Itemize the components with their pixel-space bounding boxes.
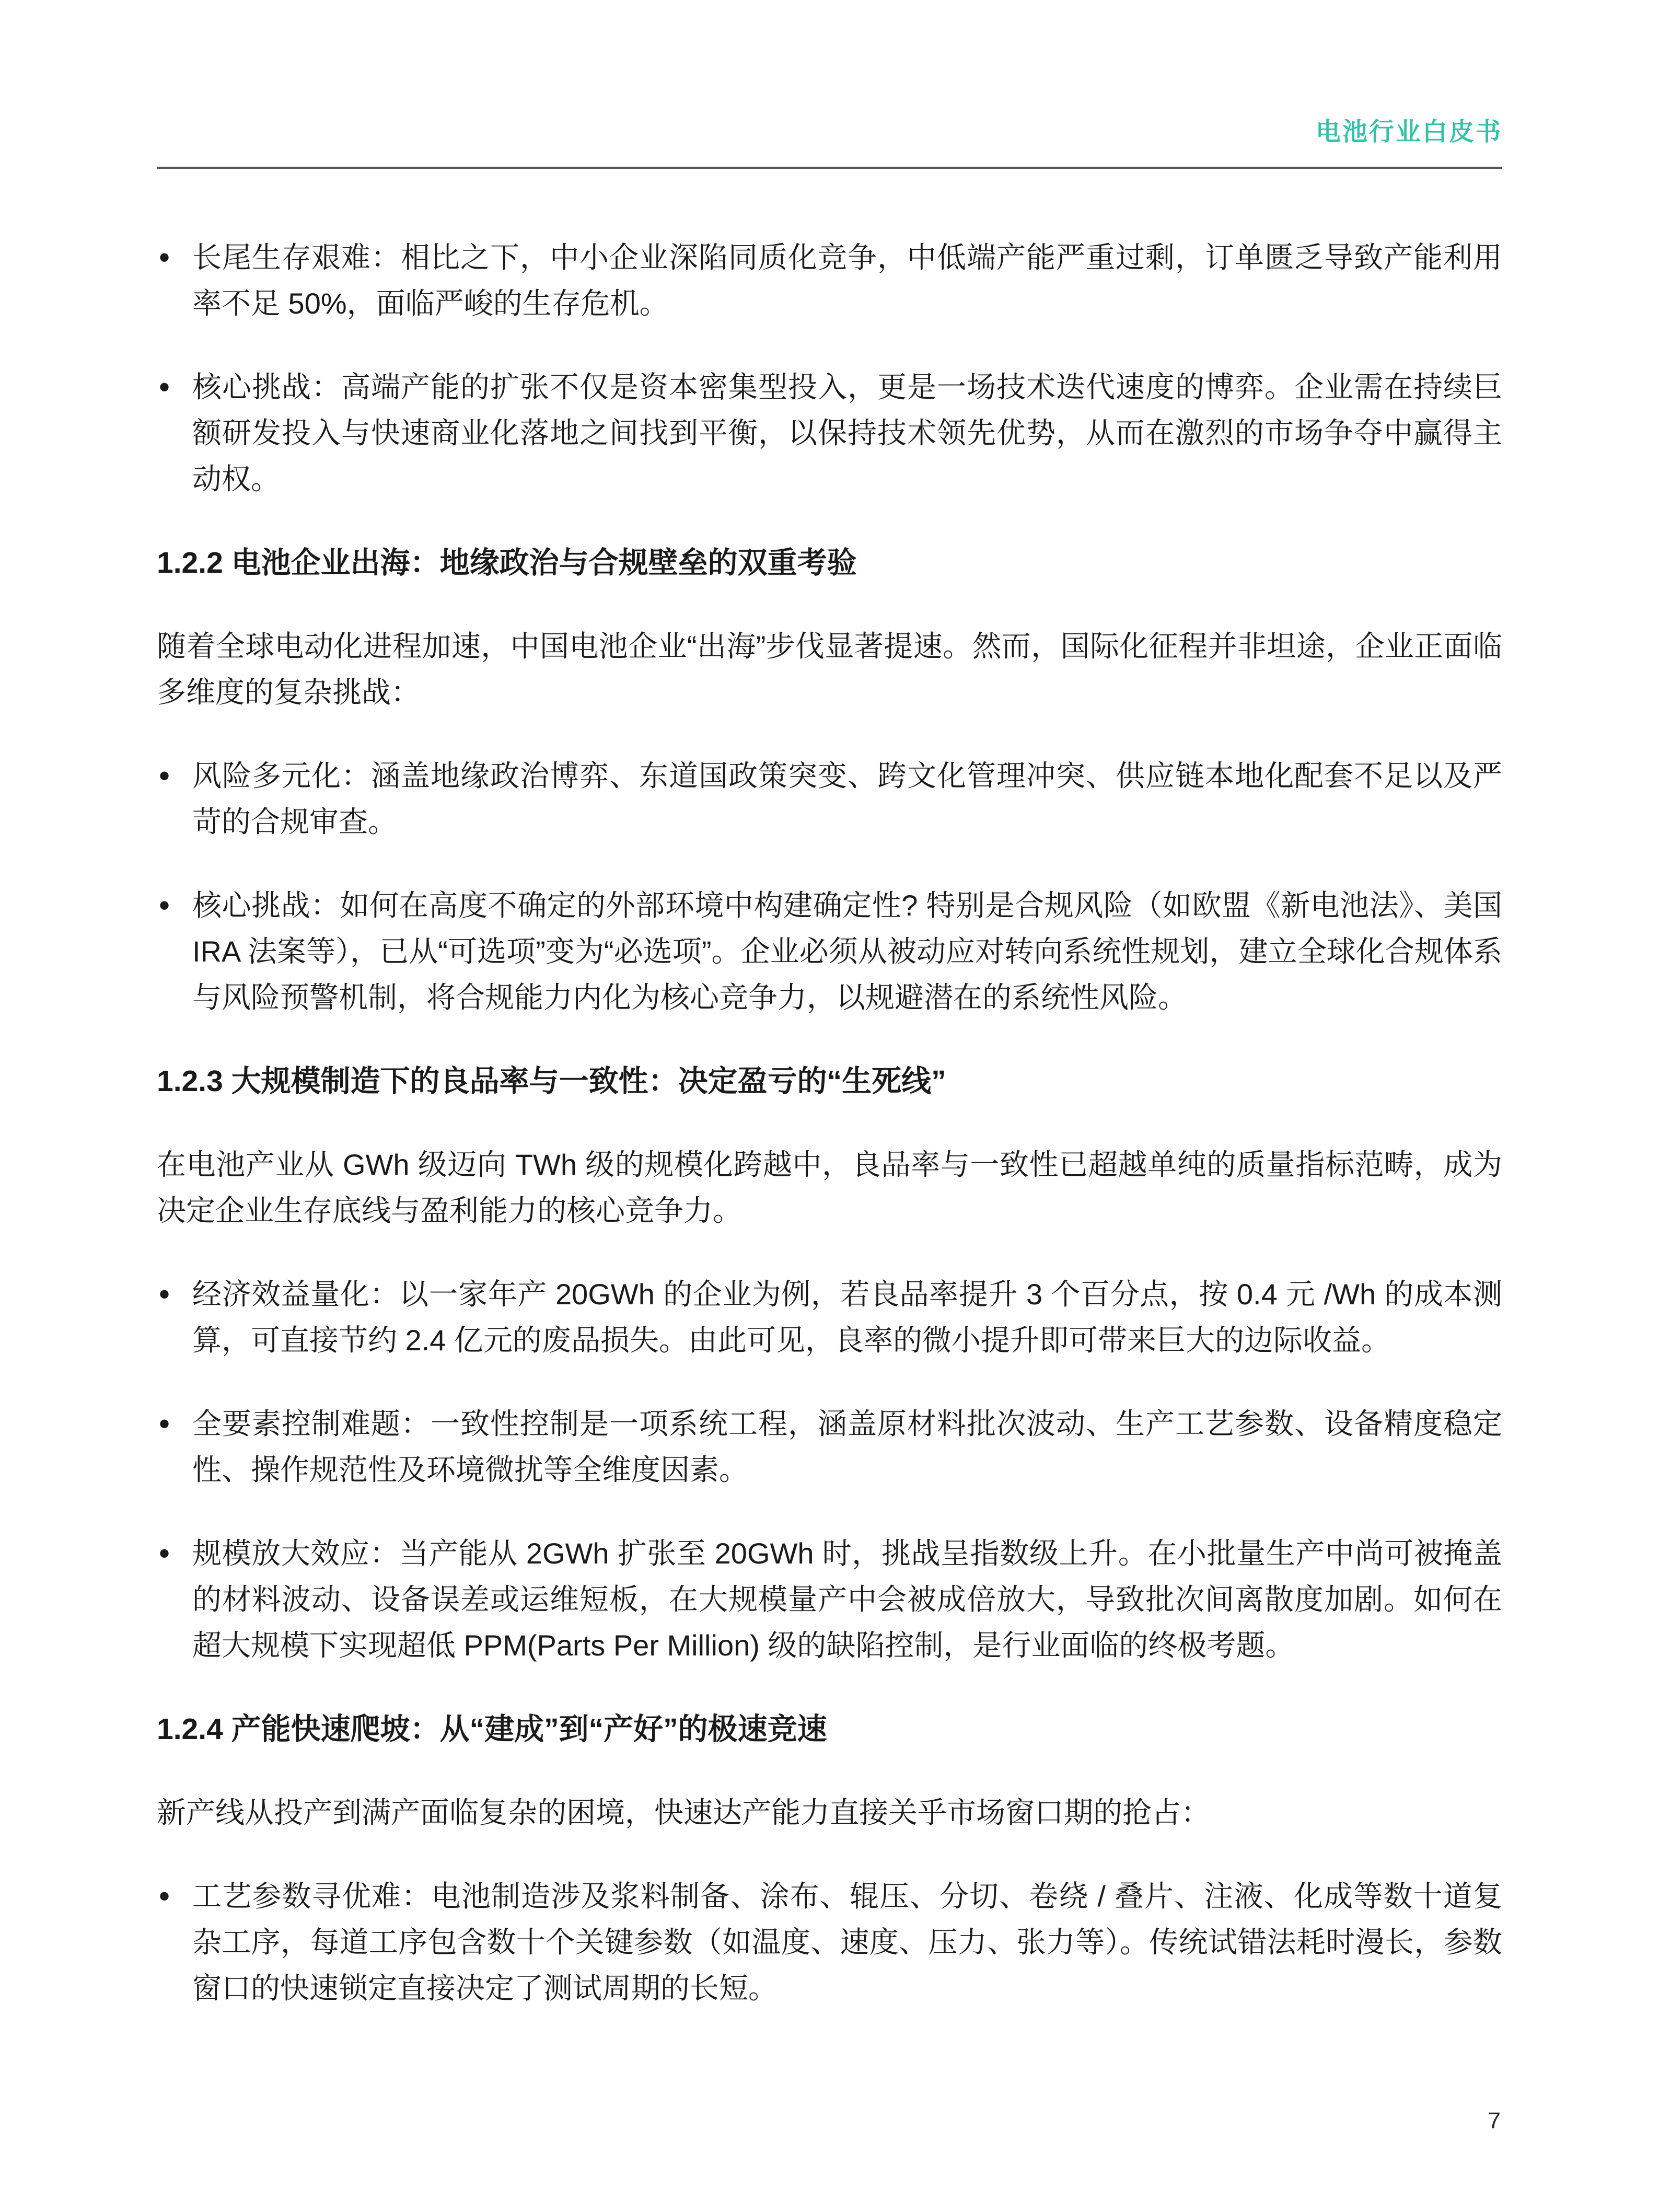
section-heading-1-2-4: 1.2.4 产能快速爬坡：从“建成”到“产好”的极速竞速 (157, 1712, 827, 1746)
page-header (157, 0, 1502, 169)
section-heading-1-2-3: 1.2.3 大规模制造下的良品率与一致性：决定盈亏的“生死线” (157, 1064, 946, 1098)
bullet-text: 经济效益量化：以一家年产 20GWh 的企业为例，若良品率提升 3 个百分点，按 0.4 元 /Wh 的成本测算，可直接节约 2.4 亿元的废品损失。由此可见，良率的微小提升即可带来巨大的边际收益。 (192, 1278, 1502, 1357)
bullet-icon: • (159, 888, 170, 923)
bullet-text: 工艺参数寻优难：电池制造涉及浆料制备、涂布、辊压、分切、卷绕 / 叠片、注液、化成等数十道复杂工序，每道工序包含数十个关键参数（如温度、速度、压力、张力等）。传统试错法耗时漫长，参数窗口的快速锁定直接决定了测试周期的长短。 (192, 1880, 1502, 2005)
header-title: 电池行业白皮书 (1315, 118, 1502, 146)
bullet-item-process-parameter (157, 1873, 1502, 2011)
section-heading-1-2-2: 1.2.2 电池企业出海：地缘政治与合规壁垒的双重考验 (157, 546, 857, 580)
document-body (157, 235, 1502, 2011)
bullet-item-economic-benefit (157, 1271, 1502, 1363)
bullet-item-core-challenge-compliance (157, 883, 1502, 1021)
bullet-icon: • (159, 758, 170, 793)
bullet-item-full-factor-control (157, 1401, 1502, 1493)
paragraph-ramp-up-intro: 新产线从投产到满产面临复杂的困境，快速达产能力直接关乎市场窗口期的抢占： (157, 1796, 1210, 1829)
paragraph-globalization-intro: 随着全球电动化进程加速，中国电池企业“出海”步伐显著提速。然而，国际化征程并非坦途，企业正面临多维度的复杂挑战： (157, 630, 1502, 709)
bullet-text: 风险多元化：涵盖地缘政治博弈、东道国政策突变、跨文化管理冲突、供应链本地化配套不足以及严苛的合规审查。 (192, 759, 1502, 838)
bullet-icon: • (159, 1277, 170, 1312)
bullet-icon: • (159, 369, 170, 404)
bullet-text: 核心挑战：如何在高度不确定的外部环境中构建确定性? 特别是合规风险（如欧盟《新电池法》、美国 IRA 法案等），已从“可选项”变为“必选项”。企业必须从被动应对转向系统性规划，建立全球化合规体系与风险预警机制，将合规能力内化为核心竞争力，以规避潜在的系统性风险。 (192, 889, 1502, 1014)
page-footer (1488, 2110, 1501, 2133)
bullet-item-longtail (157, 235, 1502, 327)
bullet-text: 核心挑战：高端产能的扩张不仅是资本密集型投入，更是一场技术迭代速度的博弈。企业需在持续巨额研发投入与快速商业化落地之间找到平衡，以保持技术领先优势，从而在激烈的市场争夺中赢得主动权。 (192, 370, 1502, 495)
header-rule (157, 167, 1502, 169)
bullet-icon: • (159, 1406, 170, 1441)
bullet-text: 长尾生存艰难：相比之下，中小企业深陷同质化竞争，中低端产能严重过剩，订单匮乏导致产能利用率不足 50%，面临严峻的生存危机。 (192, 241, 1502, 320)
page-number: 7 (1488, 2108, 1501, 2134)
bullet-item-core-challenge-capacity (157, 364, 1502, 502)
bullet-item-scale-amplification (157, 1531, 1502, 1669)
bullet-item-risk-diversification (157, 753, 1502, 845)
bullet-icon: • (159, 240, 170, 275)
bullet-text: 全要素控制难题：一致性控制是一项系统工程，涵盖原材料批次波动、生产工艺参数、设备精度稳定性、操作规范性及环境微扰等全维度因素。 (192, 1407, 1502, 1486)
bullet-icon: • (159, 1536, 170, 1571)
bullet-icon: • (159, 1879, 170, 1914)
bullet-text: 规模放大效应：当产能从 2GWh 扩张至 20GWh 时，挑战呈指数级上升。在小批量生产中尚可被掩盖的材料波动、设备误差或运维短板，在大规模量产中会被成倍放大，导致批次间离散度加剧。如何在超大规模下实现超低 PPM(Parts Per Million) 级的缺陷控制，是行业面临的终极考题。 (192, 1537, 1502, 1662)
paragraph-yield-intro: 在电池产业从 GWh 级迈向 TWh 级的规模化跨越中，良品率与一致性已超越单纯的质量指标范畴，成为决定企业生存底线与盈利能力的核心竞争力。 (157, 1148, 1502, 1227)
